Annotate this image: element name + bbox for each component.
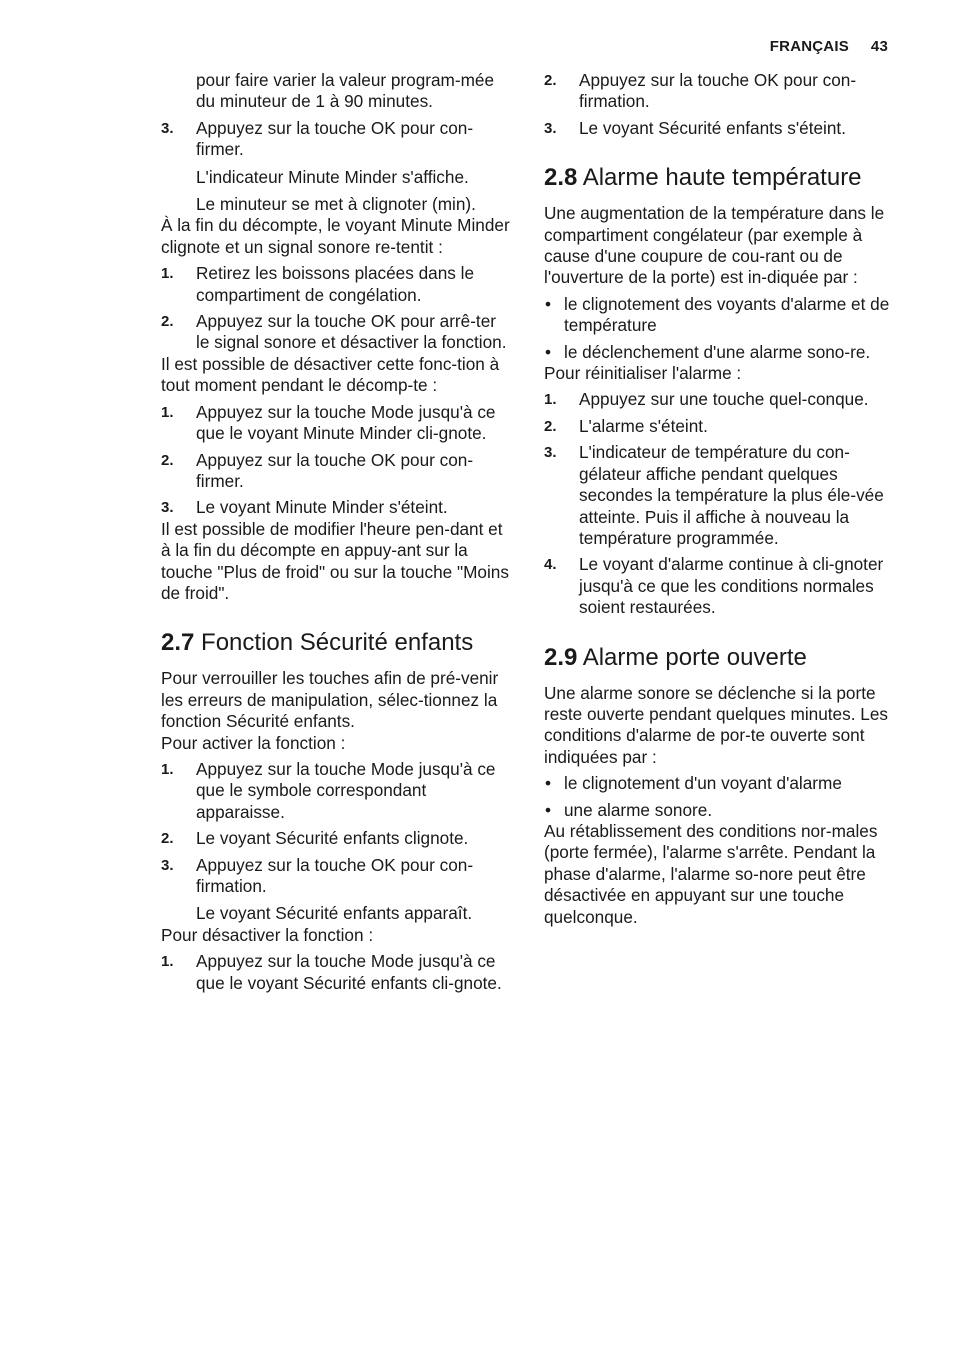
step-number: 2. [161, 451, 174, 469]
bullet-item [544, 294, 899, 337]
bullet-item [544, 800, 899, 821]
step-number: 2. [544, 417, 557, 435]
section-title: Alarme haute température [582, 164, 862, 192]
section-heading [544, 644, 899, 672]
list-item [544, 554, 899, 618]
step-number: 1. [544, 391, 557, 409]
step-number: 3. [544, 119, 557, 137]
list-item [161, 855, 513, 898]
step-number: 3. [544, 444, 557, 462]
bullet-item [544, 773, 899, 794]
step-number: 2. [161, 313, 174, 331]
bullet-text: le clignotement d'un voyant d'alarme [564, 773, 842, 794]
step-number: 1. [161, 403, 174, 421]
bullet-dot: • [545, 293, 552, 314]
page-header [770, 38, 888, 55]
bullet-text: le clignotement des voyants d'alarme et de température [564, 293, 890, 336]
left-column [161, 70, 513, 994]
step-text: Appuyez sur la touche OK pour arrê-ter le signal sonore et désactiver la fonction. [196, 311, 507, 353]
language-label: FRANÇAIS [769, 38, 849, 55]
bullet-item [544, 342, 899, 363]
section-title: Alarme porte ouverte [582, 643, 807, 671]
list-item [161, 828, 513, 849]
note-text: L'indicateur Minute Minder s'affiche. [196, 166, 469, 187]
step-text: L'alarme s'éteint. [579, 415, 708, 436]
list-item [544, 416, 899, 437]
section-title: Fonction Sécurité enfants [201, 629, 474, 657]
step-number: 4. [544, 556, 557, 574]
step-text: Appuyez sur la touche OK pour con-firmation. [579, 70, 857, 112]
step-text: Appuyez sur la touche OK pour con-firmation. [196, 854, 474, 896]
step-number: 2. [161, 830, 174, 848]
paragraph: Une augmentation de la température dans le compartiment congélateur (par exemple à cause d'une coupure de cou-rant ou de l'ouverture de la porte) est in-diquée par : [544, 203, 885, 288]
bullet-dot: • [545, 341, 552, 362]
section-number: 2.9 [544, 643, 578, 671]
paragraph: Il est possible de modifier l'heure pen-dant et à la fin du décompte en appuy-ant sur la touche "Plus de froid" ou sur la touche "Moins de froid". [161, 518, 509, 603]
step-number: 1. [161, 953, 174, 971]
bullet-text: le déclenchement d'une alarme sono-re. [564, 341, 871, 362]
step-text: Le voyant Sécurité enfants clignote. [196, 828, 469, 849]
note-text: Le minuteur se met à clignoter (min). [196, 194, 476, 215]
list-item [161, 402, 513, 445]
list-item [544, 442, 899, 549]
step-text: Appuyez sur la touche OK pour con-firmer. [196, 449, 474, 491]
paragraph: Une alarme sonore se déclenche si la porte reste ouverte pendant quelques minutes. Les conditions d'alarme de por-te ouverte sont indiquées par : [544, 682, 888, 767]
step-text: Le voyant Minute Minder s'éteint. [196, 497, 448, 518]
step-number: 2. [544, 72, 557, 89]
list-item [544, 389, 899, 410]
page-number: 43 [870, 38, 888, 55]
paragraph: Pour désactiver la fonction : [161, 924, 374, 945]
step-text: Appuyez sur la touche Mode jusqu'à ce que le voyant Sécurité enfants cli-gnote. [196, 951, 502, 993]
note-text: Le voyant Sécurité enfants apparaît. [196, 903, 473, 924]
step-text: Le voyant d'alarme continue à cli-gnoter jusqu'à ce que les conditions normales soient restaurées. [579, 554, 884, 618]
step-text: Appuyez sur la touche Mode jusqu'à ce que le voyant Minute Minder cli-gnote. [196, 401, 496, 444]
paragraph: Il est possible de désactiver cette fonc-tion à tout moment pendant le décomp-te : [161, 353, 500, 396]
step-text: Appuyez sur la touche Mode jusqu'à ce que le symbole correspondant apparaisse. [196, 758, 496, 822]
list-item [161, 951, 513, 994]
step-number: 3. [161, 856, 174, 874]
section-heading [161, 629, 513, 657]
list-item [544, 70, 899, 113]
right-column [544, 70, 899, 928]
step-text: Appuyez sur une touche quel-conque. [579, 389, 869, 410]
section-number: 2.8 [544, 164, 578, 192]
section-number: 2.7 [161, 629, 195, 657]
step-number: 1. [161, 265, 174, 283]
paragraph: Pour activer la fonction : [161, 732, 346, 753]
list-item [161, 450, 513, 493]
bullet-dot: • [545, 773, 552, 794]
list-item [161, 311, 513, 354]
list-item [161, 263, 513, 306]
step-number: 3. [161, 499, 174, 517]
step-text: Le voyant Sécurité enfants s'éteint. [579, 117, 846, 138]
list-item [161, 759, 513, 823]
step-text: Retirez les boissons placées dans le compartiment de congélation. [196, 263, 475, 305]
step-text: Appuyez sur la touche OK pour con-firmer. [196, 117, 474, 160]
intro-continuation: pour faire varier la valeur program-mée du minuteur de 1 à 90 minutes. [196, 70, 495, 112]
list-item [161, 118, 513, 161]
bullet-text: une alarme sonore. [564, 799, 713, 820]
paragraph: Pour réinitialiser l'alarme : [544, 363, 742, 384]
paragraph: À la fin du décompte, le voyant Minute Minder clignote et un signal sonore re-tentit : [161, 215, 510, 257]
step-number: 3. [161, 119, 174, 137]
list-item [161, 497, 513, 518]
paragraph: Au rétablissement des conditions nor-males (porte fermée), l'alarme s'arrête. Pendant la phase d'alarme, l'alarme so-nore peut être désactivée en appuyant sur une touche quelconque. [544, 820, 878, 927]
section-heading [544, 164, 899, 192]
bullet-dot: • [545, 799, 552, 820]
list-item [544, 118, 899, 139]
step-text: L'indicateur de température du con-gélateur affiche pendant quelques secondes la température la plus éle-vée atteinte. Puis il affiche à nouveau la température programmée. [579, 442, 884, 548]
step-number: 1. [161, 760, 174, 778]
paragraph: Pour verrouiller les touches afin de pré-venir les erreurs de manipulation, sélec-tionnez la fonction Sécurité enfants. [161, 668, 499, 732]
